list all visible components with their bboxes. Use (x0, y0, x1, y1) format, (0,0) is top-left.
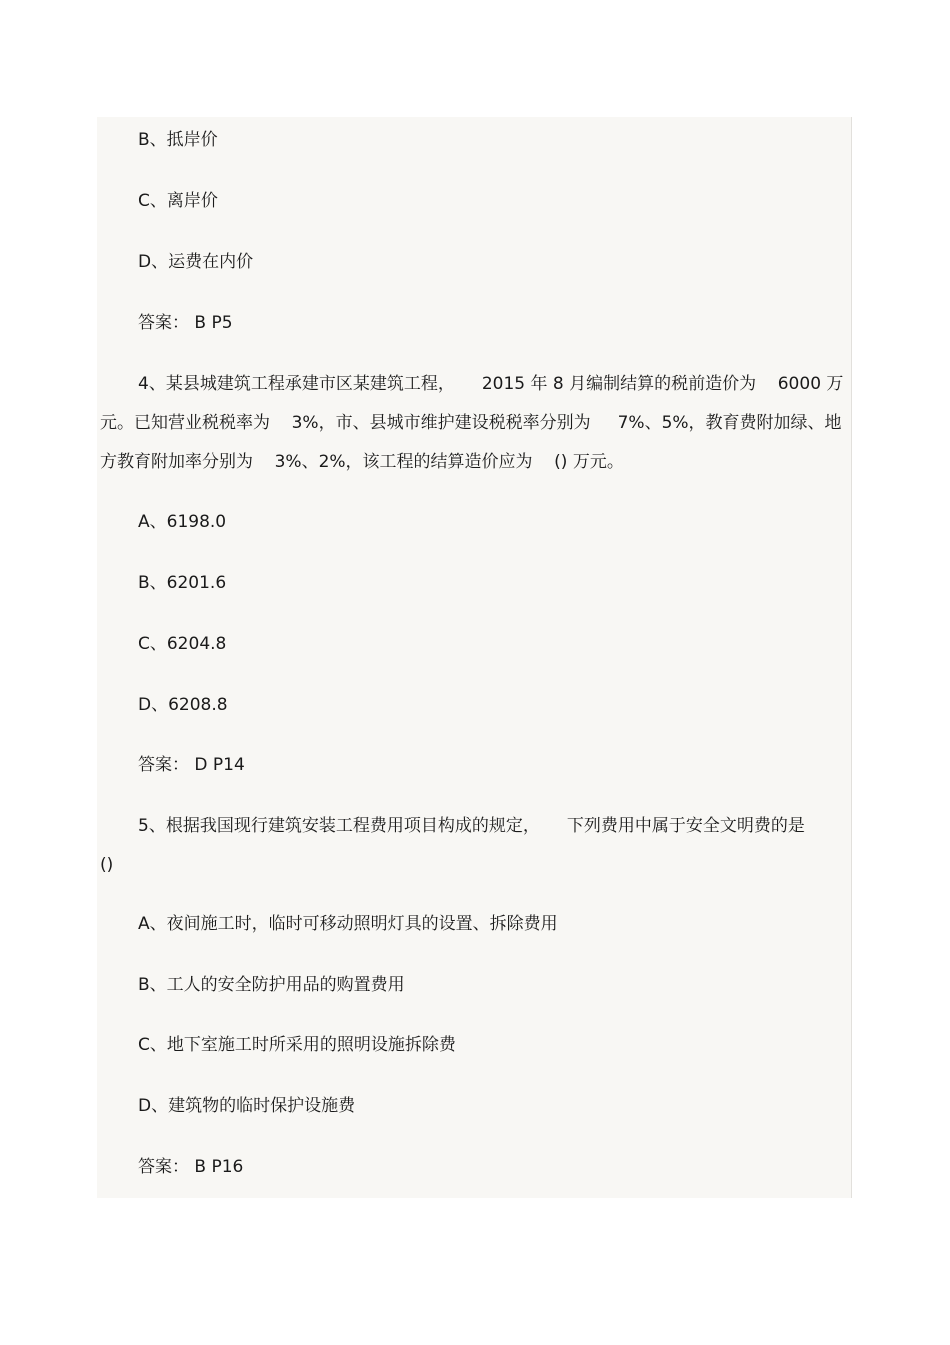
option-a-q5: A、夜间施工时，临时可移动照明灯具的设置、拆除费用 (138, 914, 558, 934)
question-4-line-1: 4、某县城建筑工程承建市区某建筑工程， 2015 年 8 月编制结算的税前造价为 6000 万 (138, 374, 844, 394)
question-4-line-2: 元。已知营业税税率为 3%，市、县城市维护建设税税率分别为 7%、5%，教育费附加绿、地 (100, 413, 842, 433)
option-b-q3: B、抵岸价 (138, 130, 218, 150)
option-d-q5: D、建筑物的临时保护设施费 (138, 1096, 356, 1116)
answer-q5: 答案： B P16 (138, 1157, 244, 1177)
option-c-q5: C、地下室施工时所采用的照明设施拆除费 (138, 1035, 456, 1055)
question-4-line-3: 方教育附加率分别为 3%、2%，该工程的结算造价应为 () 万元。 (100, 452, 624, 472)
option-b-q4: B、6201.6 (138, 573, 227, 593)
question-5-line-2: () (100, 855, 114, 875)
answer-q4: 答案： D P14 (138, 755, 245, 775)
option-c-q3: C、离岸价 (138, 191, 218, 211)
option-c-q4: C、6204.8 (138, 634, 227, 654)
option-b-q5: B、工人的安全防护用品的购置费用 (138, 975, 405, 995)
option-d-q3: D、运费在内价 (138, 252, 254, 272)
answer-q3: 答案： B P5 (138, 313, 233, 333)
option-a-q4: A、6198.0 (138, 512, 227, 532)
question-5-line-1: 5、根据我国现行建筑安装工程费用项目构成的规定， 下列费用中属于安全文明费的是 (138, 816, 805, 836)
option-d-q4: D、6208.8 (138, 695, 228, 715)
